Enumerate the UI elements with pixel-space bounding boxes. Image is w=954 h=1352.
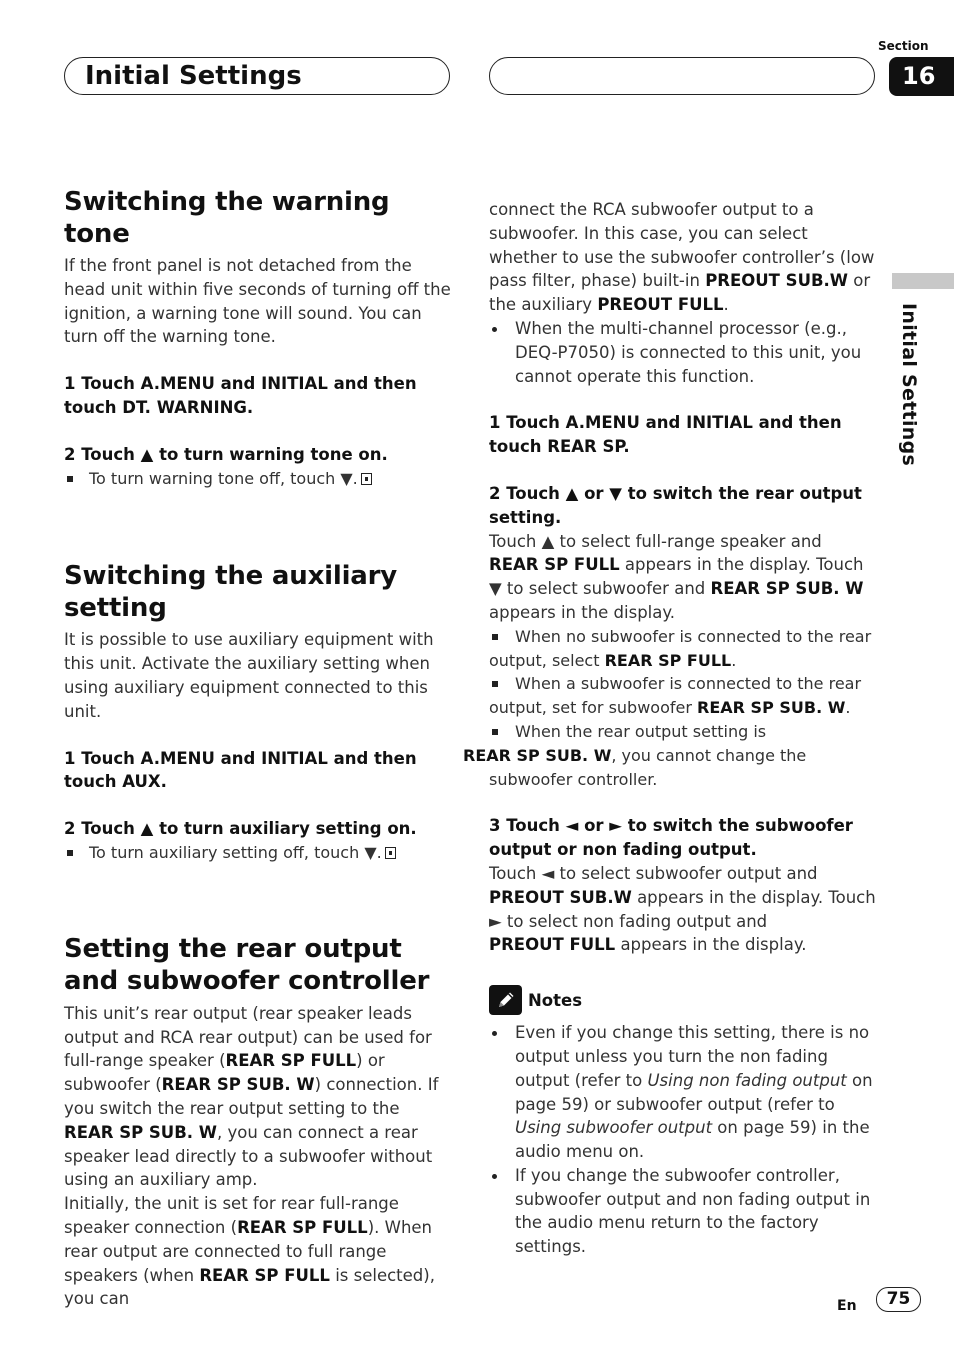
warning-bullet: To turn warning tone off, touch ▼. <box>64 467 456 491</box>
rear-output-paragraph-1: This unit’s rear output (rear speaker leads output and RCA rear output) can be used for full-range speaker (REAR SP FULL) or subwoofer (REAR SP SUB. W) connection. If you switch the rear output setting to the REAR SP SUB. W, you can connect a rear speaker lead directly to a subwoofer without using an auxiliary amp. <box>64 1003 439 1190</box>
aux-bullet: To turn auxiliary setting off, touch ▼. <box>64 841 456 865</box>
rear-step-1: 1 Touch A.MENU and INITIAL and then touch REAR SP. <box>489 413 842 457</box>
pencil-notes-icon <box>489 985 522 1015</box>
rear-step-3: 3 Touch ◄ or ► to switch the subwoofer output or non fading output. <box>489 816 853 860</box>
processor-note: When the multi-channel processor (e.g., DEQ-P7050) is connected to this unit, you cannot operate this function. <box>489 317 879 388</box>
warning-step-2: 2 Touch ▲ to turn warning tone on. <box>64 444 388 464</box>
page-number: 75 <box>876 1287 921 1312</box>
left-column <box>64 186 456 1311</box>
warning-tone-heading: Switching the warning tone <box>64 187 390 249</box>
auxiliary-heading: Switching the auxiliary setting <box>64 561 397 624</box>
rear-bullet-2: When a subwoofer is connected to the rear output, set for subwoofer REAR SP SUB. W. <box>489 672 879 720</box>
rear-output-continuation: connect the RCA subwoofer output to a subwoofer. In this case, you can select whether to use the subwoofer controller’s (low pass filter, phase) built-in PREOUT SUB.W or the auxiliary PREOUT FULL. <box>489 200 875 315</box>
warning-tone-intro: If the front panel is not detached from the head unit within five seconds of turning off the ignition, a warning tone will sound. You can turn off the warning tone. <box>64 256 451 347</box>
language-label: En <box>837 1298 857 1314</box>
rear-step-2: 2 Touch ▲ or ▼ to switch the rear output setting. <box>489 483 862 527</box>
rear-step-3-detail: Touch ◄ to select subwoofer output and PREOUT SUB.W appears in the display. Touch ► to select non fading output and PREOUT FULL appears in the display. <box>489 863 876 955</box>
warning-step-1: 1 Touch A.MENU and INITIAL and then touch DT. WARNING. <box>64 374 417 417</box>
header-title: Initial Settings <box>85 61 302 91</box>
aux-step-1: 1 Touch A.MENU and INITIAL and then touch AUX. <box>64 748 417 792</box>
section-label: Section <box>878 39 929 53</box>
rear-step-2-detail: Touch ▲ to select full-range speaker and REAR SP FULL appears in the display. Touch ▼ to select subwoofer and REAR SP SUB. W appears in the display. <box>489 531 864 622</box>
rear-output-paragraph-2: Initially, the unit is set for rear full-range speaker connection (REAR SP FULL). When rear output are connected to full range speakers (when REAR SP FULL is selected), you can <box>64 1194 435 1309</box>
end-mark-icon <box>385 847 396 859</box>
right-column <box>463 198 879 1259</box>
end-mark-icon <box>361 473 372 485</box>
section-number-badge: 16 <box>889 57 954 96</box>
rear-bullet-3: When the rear output setting is REAR SP SUB. W, you cannot change the subwoofer controller. <box>489 720 879 791</box>
side-tab-marker <box>892 273 954 289</box>
aux-step-2: 2 Touch ▲ to turn auxiliary setting on. <box>64 819 417 839</box>
auxiliary-intro: It is possible to use auxiliary equipment with this unit. Activate the auxiliary setting when using auxiliary equipment connected to this unit. <box>64 630 434 721</box>
header-right-frame <box>489 57 875 95</box>
note-1: Even if you change this setting, there is no output unless you turn the non fading output (refer to Using non fading output on page 59) or subwoofer output (refer to Using subwoofer output on page 59) in the audio menu on. <box>489 1021 879 1164</box>
notes-header <box>489 985 879 1015</box>
rear-bullet-1: When no subwoofer is connected to the rear output, select REAR SP FULL. <box>489 625 879 673</box>
note-2: If you change the subwoofer controller, subwoofer output and non fading output in the audio menu return to the factory settings. <box>489 1164 879 1259</box>
notes-label: Notes <box>528 990 583 1010</box>
side-section-label: Initial Settings <box>898 303 920 467</box>
rear-output-heading: Setting the rear output and subwoofer controller <box>64 933 430 996</box>
